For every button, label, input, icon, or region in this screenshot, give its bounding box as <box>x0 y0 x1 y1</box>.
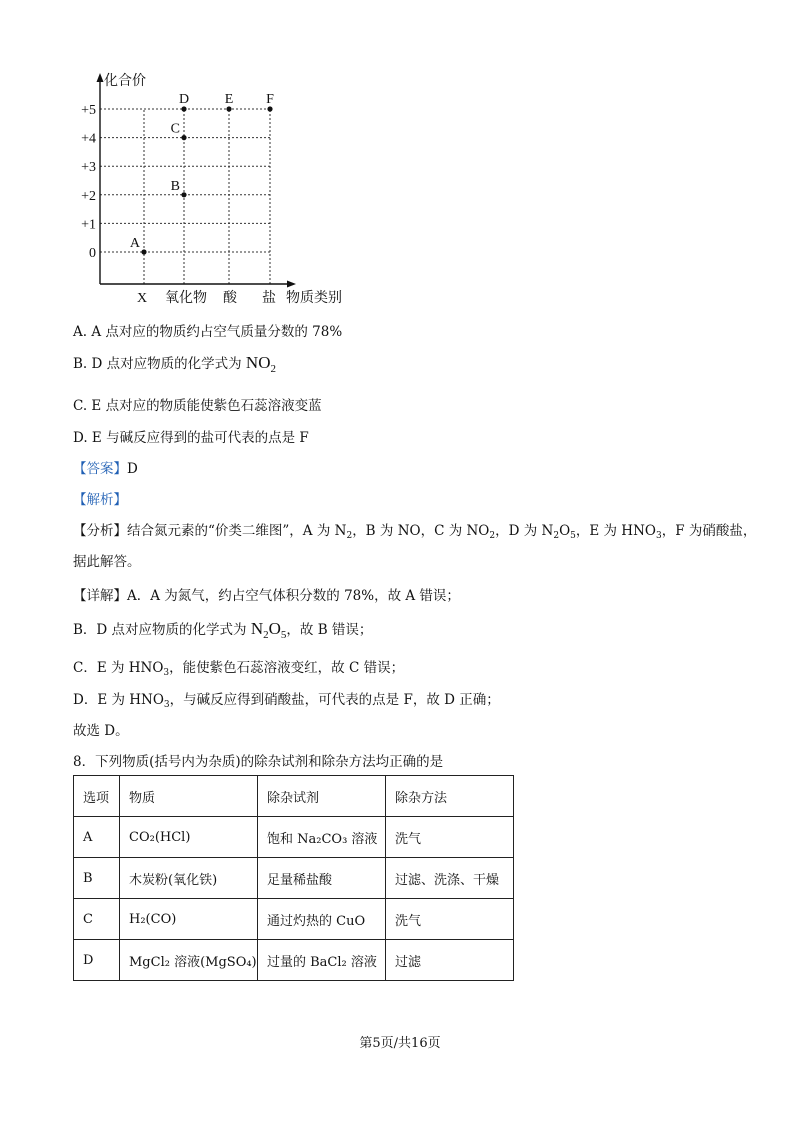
table-row <box>74 858 514 899</box>
answer-value: D <box>127 461 138 477</box>
fenxi-tag: 【分析】 <box>73 523 127 539</box>
valence-class-chart <box>70 66 370 306</box>
fenxi-line-2: 据此解答。 <box>73 554 141 570</box>
option-b-text: B. D 点对应物质的化学式为 <box>73 356 242 372</box>
q8-table <box>73 775 514 981</box>
answer-line <box>73 457 138 477</box>
option-d: D. E 与碱反应得到的盐可代表的点是 F <box>73 430 309 446</box>
y-tick-label: 0 <box>89 246 96 261</box>
detail-c-text: ，能使紫色石蕊溶液变红，故 C 错误； <box>169 660 405 676</box>
q8-stem: 8．下列物质(括号内为杂质)的除杂试剂和除杂方法均正确的是 <box>73 754 444 770</box>
point-label-d: D <box>178 92 190 107</box>
header-cell: 物质 <box>120 776 258 817</box>
detail-c: C．E 为 $HNO_3$，能使紫色石蕊溶液变红，故 C 错误； <box>73 660 405 678</box>
option-c: C. E 点对应的物质能使紫色石蕊溶液变蓝 <box>73 398 322 414</box>
detail-b-suffix: ，故 B 错误； <box>286 622 373 638</box>
y-axis-label: 化合价 <box>104 73 146 89</box>
header-cell: 除杂试剂 <box>258 776 386 817</box>
page-footer: 第5页/共16页 <box>359 1036 441 1051</box>
detail-b <box>73 618 372 639</box>
table-row <box>74 817 514 858</box>
table-cell: 过滤、洗涤、干燥 <box>386 858 514 899</box>
table-row <box>74 899 514 940</box>
table-cell: MgCl₂ 溶液(MgSO₄) <box>120 940 258 981</box>
point-d <box>181 106 186 111</box>
table-cell: 洗气 <box>386 817 514 858</box>
option-a: A. A 点对应的物质约占空气质量分数的 78% <box>73 324 343 340</box>
detail-d: D．E 为 $HNO_3$，与碱反应得到硝酸盐，可代表的点是 F，故 D 正确； <box>73 692 500 710</box>
detail-b-text: B．D 点对应物质的化学式为 <box>73 622 247 638</box>
detail-d-text: ，与碱反应得到硝酸盐，可代表的点是 F，故 D 正确； <box>169 692 500 708</box>
option-b <box>73 352 276 373</box>
fenxi-text: O <box>559 523 571 539</box>
y-tick-label: +5 <box>81 103 96 118</box>
point-label-f: F <box>266 92 274 107</box>
point-label-c: C <box>170 121 180 137</box>
table-row <box>74 940 514 981</box>
table-header-row <box>74 776 514 817</box>
point-label-e: E <box>224 92 234 107</box>
header-cell: 选项 <box>74 776 120 817</box>
point-e <box>226 106 231 111</box>
analysis-tag: 【解析】 <box>73 492 127 508</box>
table-cell: B <box>74 858 120 899</box>
point-label-a: A <box>129 236 140 251</box>
table-cell: A <box>74 817 120 858</box>
detail-c-text: C．E 为 HNO <box>73 660 164 676</box>
point-b <box>181 192 186 197</box>
table-cell: CO₂(HCl) <box>120 817 258 858</box>
table-cell: C <box>74 899 120 940</box>
table-cell: 通过灼热的 CuO <box>258 899 386 940</box>
detail-conclusion: 故选 D。 <box>73 723 129 739</box>
fenxi-text: 结合氮元素的“价类二维图”，A 为 N <box>127 523 347 539</box>
table-cell: 洗气 <box>386 899 514 940</box>
fenxi-text: ，B 为 NO，C 为 NO <box>352 523 490 539</box>
table-cell: D <box>74 940 120 981</box>
table-cell: H₂(CO) <box>120 899 258 940</box>
y-tick-label: +4 <box>81 131 96 147</box>
fenxi-line-1: 【分析】结合氮元素的“价类二维图”，A 为 $N_2$，B 为 NO，C 为 $NO_2$，D 为 $N_2O_5$，E 为 $HNO_3$，F 为硝酸盐， <box>73 523 757 541</box>
point-c <box>181 135 186 140</box>
formula-n2o5: $N_2O_5$ <box>250 619 287 641</box>
answer-tag: 【答案】 <box>73 461 127 477</box>
header-cell: 除杂方法 <box>386 776 514 817</box>
detail-tag: 【详解】 <box>73 588 127 604</box>
x-tick-label: X <box>136 291 148 306</box>
y-tick-label: +2 <box>81 188 96 204</box>
detail-a-text: A．A 为氮气，约占空气体积分数的 78%，故 A 错误； <box>127 588 460 604</box>
point-f <box>267 106 272 111</box>
x-axis-label: 物质类别 <box>286 290 342 306</box>
y-tick-label: +3 <box>81 160 96 176</box>
x-tick-label: 酸 <box>223 290 237 306</box>
table-cell: 过滤 <box>386 940 514 981</box>
formula-no2: $NO_2$ <box>245 353 276 375</box>
detail-d-text: D．E 为 HNO <box>73 692 164 708</box>
detail-a <box>73 584 460 604</box>
fenxi-text: ，F 为硝酸盐， <box>661 523 757 539</box>
x-tick-label: 盐 <box>262 290 276 306</box>
fenxi-text: ，E 为 HNO <box>575 523 656 539</box>
fenxi-text: ，D 为 N <box>495 523 554 539</box>
x-tick-label: 氧化物 <box>165 290 207 306</box>
table-cell: 饱和 Na₂CO₃ 溶液 <box>258 817 386 858</box>
point-a <box>141 249 146 254</box>
table-cell: 木炭粉(氧化铁) <box>120 858 258 899</box>
table-cell: 足量稀盐酸 <box>258 858 386 899</box>
point-label-b: B <box>170 178 180 194</box>
y-tick-label: +1 <box>81 217 96 233</box>
table-cell: 过量的 BaCl₂ 溶液 <box>258 940 386 981</box>
